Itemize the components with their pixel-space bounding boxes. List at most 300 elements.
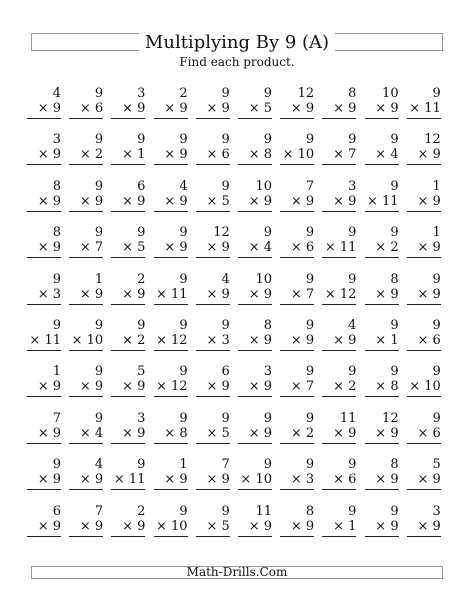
multiplicand: 9 — [390, 132, 399, 148]
multiplier: × 1 — [333, 518, 357, 534]
multiplicand: 7 — [221, 457, 230, 473]
answer-line — [196, 211, 230, 212]
multiplicand: 9 — [94, 178, 104, 194]
problem-item — [196, 225, 230, 265]
answer-line — [154, 350, 188, 351]
multiplicand: 12 — [213, 225, 230, 241]
problem-item — [238, 504, 272, 544]
answer-line — [154, 257, 188, 258]
problem-item — [111, 411, 145, 451]
multiplicand: 5 — [137, 364, 146, 380]
multiplicand: 9 — [348, 132, 357, 148]
multiplier: × 9 — [122, 286, 146, 302]
problem-item — [111, 272, 145, 312]
multiplier: × 1 — [375, 333, 399, 348]
answer-line — [238, 164, 272, 165]
multiplier: × 9 — [206, 472, 230, 488]
problem-item — [196, 86, 230, 126]
problem-item — [407, 504, 441, 544]
multiplicand: 9 — [94, 364, 104, 380]
multiplier: × 12 — [156, 333, 188, 348]
multiplier: × 2 — [333, 379, 357, 395]
multiplier: × 9 — [375, 518, 399, 534]
problem-item — [280, 86, 314, 126]
answer-line — [69, 443, 103, 444]
multiplicand: 9 — [137, 457, 146, 473]
multiplicand: 8 — [52, 178, 61, 194]
answer-line — [280, 118, 314, 119]
answer-line — [365, 489, 399, 490]
answer-line — [111, 396, 145, 397]
answer-line — [238, 304, 272, 305]
multiplicand: 11 — [339, 410, 357, 426]
problem-item — [322, 86, 356, 126]
multiplier: × 5 — [206, 193, 230, 209]
problem-row — [27, 457, 447, 497]
problem-item — [238, 179, 272, 219]
problem-item — [365, 86, 399, 126]
problem-item — [238, 86, 272, 126]
multiplier: × 6 — [333, 472, 357, 488]
multiplicand: 9 — [179, 410, 188, 426]
answer-line — [27, 304, 61, 305]
multiplicand: 12 — [297, 86, 315, 101]
multiplier: × 9 — [164, 193, 188, 209]
multiplier: × 9 — [37, 472, 61, 488]
answer-line — [407, 489, 441, 490]
problem-row — [27, 411, 447, 451]
problem-row — [27, 504, 447, 544]
answer-line — [280, 443, 314, 444]
answer-line — [238, 489, 272, 490]
multiplicand: 9 — [94, 132, 104, 148]
multiplier: × 9 — [79, 286, 104, 302]
answer-line — [154, 396, 188, 397]
multiplier: × 9 — [122, 193, 146, 209]
multiplicand: 4 — [348, 318, 357, 333]
multiplier: × 3 — [37, 286, 61, 302]
multiplicand: 9 — [390, 178, 399, 194]
problem-item — [407, 179, 441, 219]
multiplicand: 9 — [52, 318, 61, 333]
answer-line — [111, 257, 145, 258]
page-subtitle: Find each product. — [179, 55, 295, 69]
problem-item — [238, 272, 272, 312]
multiplicand: 5 — [432, 457, 441, 473]
multiplier: × 9 — [37, 425, 61, 441]
multiplier: × 9 — [79, 193, 104, 209]
problem-item — [322, 318, 356, 358]
problem-item — [27, 318, 61, 358]
problem-item — [322, 132, 356, 172]
answer-line — [407, 396, 441, 397]
problem-item — [238, 364, 272, 404]
answer-line — [111, 443, 145, 444]
problem-item — [69, 411, 103, 451]
multiplicand: 2 — [137, 503, 146, 519]
problem-item — [196, 504, 230, 544]
multiplicand: 9 — [179, 503, 188, 519]
multiplicand: 1 — [52, 364, 61, 380]
multiplier: × 9 — [333, 193, 357, 209]
multiplicand: 6 — [137, 178, 146, 194]
multiplier: × 11 — [409, 101, 441, 116]
multiplier: × 9 — [333, 425, 357, 441]
multiplicand: 9 — [221, 178, 230, 194]
multiplicand: 7 — [94, 503, 104, 519]
answer-line — [111, 164, 145, 165]
multiplicand: 1 — [432, 225, 441, 241]
problem-item — [154, 179, 188, 219]
problem-grid — [27, 86, 447, 546]
multiplier: × 4 — [79, 425, 104, 441]
multiplier: × 9 — [122, 425, 146, 441]
problem-item — [280, 179, 314, 219]
answer-line — [365, 396, 399, 397]
multiplicand: 3 — [348, 178, 357, 194]
answer-line — [322, 489, 356, 490]
multiplicand: 3 — [52, 132, 61, 148]
multiplier: × 6 — [417, 333, 441, 348]
problem-item — [280, 457, 314, 497]
multiplicand: 9 — [348, 364, 357, 380]
answer-line — [27, 443, 61, 444]
answer-line — [322, 211, 356, 212]
problem-item — [111, 364, 145, 404]
multiplier: × 7 — [333, 147, 357, 163]
multiplicand: 4 — [52, 86, 61, 101]
multiplier: × 9 — [248, 333, 272, 348]
multiplicand: 7 — [305, 178, 315, 194]
multiplier: × 9 — [37, 147, 61, 163]
answer-line — [280, 489, 314, 490]
multiplicand: 9 — [390, 225, 399, 241]
answer-line — [365, 304, 399, 305]
multiplicand: 4 — [94, 457, 104, 473]
multiplicand: 9 — [432, 318, 441, 333]
multiplier: × 9 — [37, 240, 61, 256]
problem-item — [196, 179, 230, 219]
multiplier: × 8 — [164, 425, 188, 441]
problem-item — [280, 272, 314, 312]
answer-line — [322, 257, 356, 258]
multiplier: × 3 — [290, 472, 315, 488]
multiplier: × 9 — [248, 286, 272, 302]
answer-line — [196, 536, 230, 537]
problem-item — [407, 132, 441, 172]
multiplier: × 9 — [375, 286, 399, 302]
multiplier: × 2 — [290, 425, 315, 441]
multiplicand: 9 — [179, 271, 188, 287]
multiplier: × 11 — [324, 240, 357, 256]
multiplier: × 9 — [290, 193, 315, 209]
multiplicand: 9 — [305, 410, 315, 426]
multiplier: × 9 — [248, 518, 272, 534]
problem-item — [69, 225, 103, 265]
answer-line — [154, 304, 188, 305]
multiplicand: 3 — [137, 410, 146, 426]
answer-line — [407, 118, 441, 119]
problem-item — [365, 225, 399, 265]
multiplicand: 9 — [305, 457, 315, 473]
problem-item — [154, 457, 188, 497]
problem-item — [238, 411, 272, 451]
problem-item — [407, 318, 441, 358]
problem-item — [27, 457, 61, 497]
multiplicand: 9 — [137, 318, 146, 333]
multiplier: × 9 — [122, 518, 146, 534]
multiplicand: 1 — [432, 178, 441, 194]
multiplier: × 7 — [290, 379, 315, 395]
answer-line — [238, 350, 272, 351]
multiplicand: 9 — [179, 364, 188, 380]
multiplicand: 9 — [263, 86, 272, 101]
problem-item — [111, 132, 145, 172]
multiplicand: 8 — [305, 503, 315, 519]
answer-line — [322, 164, 356, 165]
answer-line — [196, 304, 230, 305]
answer-line — [27, 257, 61, 258]
multiplier: × 2 — [79, 147, 104, 163]
answer-line — [322, 396, 356, 397]
problem-item — [322, 272, 356, 312]
multiplier: × 9 — [206, 240, 230, 256]
multiplier: × 10 — [240, 472, 272, 488]
multiplier: × 10 — [156, 518, 188, 534]
page-title — [0, 32, 474, 54]
multiplier: × 5 — [206, 518, 230, 534]
answer-line — [365, 164, 399, 165]
multiplier: × 9 — [375, 101, 399, 116]
multiplier: × 8 — [375, 379, 399, 395]
multiplier: × 9 — [417, 240, 441, 256]
problem-item — [27, 504, 61, 544]
multiplier: × 9 — [333, 101, 357, 116]
problem-item — [238, 457, 272, 497]
answer-line — [196, 118, 230, 119]
answer-line — [322, 536, 356, 537]
multiplier: × 6 — [417, 425, 441, 441]
multiplicand: 9 — [305, 271, 315, 287]
multiplicand: 9 — [221, 503, 230, 519]
multiplicand: 4 — [221, 271, 230, 287]
multiplier: × 1 — [122, 147, 146, 163]
multiplicand: 9 — [263, 410, 272, 426]
multiplier: × 10 — [71, 333, 104, 348]
problem-item — [365, 457, 399, 497]
problem-item — [407, 411, 441, 451]
multiplier: × 11 — [156, 286, 188, 302]
answer-line — [154, 443, 188, 444]
problem-item — [238, 225, 272, 265]
answer-line — [196, 396, 230, 397]
multiplicand: 9 — [263, 457, 272, 473]
problem-row — [27, 318, 447, 358]
multiplicand: 6 — [52, 503, 61, 519]
multiplicand: 9 — [221, 86, 230, 101]
multiplier: × 3 — [206, 333, 230, 348]
problem-item — [111, 179, 145, 219]
answer-line — [27, 536, 61, 537]
multiplicand: 9 — [221, 410, 230, 426]
problem-item — [69, 272, 103, 312]
answer-line — [111, 118, 145, 119]
problem-item — [111, 318, 145, 358]
problem-item — [196, 364, 230, 404]
answer-line — [407, 350, 441, 351]
problem-item — [27, 364, 61, 404]
multiplicand: 9 — [432, 364, 441, 380]
multiplicand: 3 — [432, 503, 441, 519]
problem-item — [27, 272, 61, 312]
multiplier: × 2 — [122, 333, 146, 348]
answer-line — [69, 396, 103, 397]
answer-line — [196, 164, 230, 165]
answer-line — [154, 164, 188, 165]
problem-item — [111, 457, 145, 497]
problem-row — [27, 132, 447, 172]
multiplier: × 9 — [122, 101, 146, 116]
problem-item — [69, 179, 103, 219]
multiplier: × 9 — [164, 240, 188, 256]
problem-item — [154, 318, 188, 358]
answer-line — [280, 350, 314, 351]
answer-line — [407, 164, 441, 165]
multiplier: × 4 — [248, 240, 272, 256]
multiplier: × 12 — [324, 286, 357, 302]
multiplier: × 2 — [375, 240, 399, 256]
multiplicand: 9 — [432, 86, 441, 101]
problem-item — [365, 411, 399, 451]
problem-item — [322, 225, 356, 265]
answer-line — [27, 396, 61, 397]
problem-item — [280, 364, 314, 404]
problem-item — [196, 132, 230, 172]
problem-row — [27, 364, 447, 404]
answer-line — [27, 211, 61, 212]
problem-item — [322, 411, 356, 451]
multiplicand: 9 — [390, 318, 399, 333]
answer-line — [238, 443, 272, 444]
answer-line — [196, 489, 230, 490]
problem-item — [154, 364, 188, 404]
answer-line — [69, 489, 103, 490]
problem-item — [196, 272, 230, 312]
multiplicand: 9 — [305, 132, 315, 148]
multiplicand: 9 — [137, 225, 146, 241]
multiplier: × 9 — [417, 193, 441, 209]
problem-item — [365, 364, 399, 404]
multiplier: × 9 — [79, 379, 104, 395]
problem-item — [69, 132, 103, 172]
multiplicand: 9 — [305, 364, 315, 380]
answer-line — [407, 443, 441, 444]
multiplicand: 9 — [348, 503, 357, 519]
multiplicand: 2 — [137, 271, 146, 287]
multiplier: × 9 — [164, 147, 188, 163]
problem-item — [280, 411, 314, 451]
answer-line — [407, 257, 441, 258]
answer-line — [111, 304, 145, 305]
multiplicand: 9 — [348, 225, 357, 241]
answer-line — [111, 350, 145, 351]
multiplier: × 10 — [409, 379, 441, 395]
multiplier: × 6 — [290, 240, 315, 256]
problem-item — [365, 272, 399, 312]
answer-line — [365, 443, 399, 444]
answer-line — [154, 489, 188, 490]
answer-line — [27, 350, 61, 351]
multiplier: × 7 — [79, 240, 104, 256]
problem-item — [154, 86, 188, 126]
problem-item — [196, 457, 230, 497]
answer-line — [238, 118, 272, 119]
multiplicand: 9 — [94, 318, 104, 333]
answer-line — [196, 350, 230, 351]
problem-row — [27, 86, 447, 126]
multiplicand: 9 — [137, 132, 146, 148]
answer-line — [322, 304, 356, 305]
answer-line — [280, 257, 314, 258]
multiplier: × 6 — [206, 147, 230, 163]
multiplicand: 9 — [94, 86, 104, 101]
problem-item — [322, 364, 356, 404]
problem-item — [154, 272, 188, 312]
problem-item — [154, 225, 188, 265]
problem-item — [322, 504, 356, 544]
multiplicand: 9 — [52, 457, 61, 473]
problem-item — [111, 225, 145, 265]
multiplicand: 6 — [221, 364, 230, 380]
answer-line — [69, 211, 103, 212]
multiplier: × 9 — [375, 425, 399, 441]
multiplier: × 8 — [248, 147, 272, 163]
problem-item — [407, 86, 441, 126]
problem-item — [27, 225, 61, 265]
answer-line — [280, 164, 314, 165]
answer-line — [365, 211, 399, 212]
answer-line — [111, 211, 145, 212]
multiplier: × 9 — [290, 101, 315, 116]
multiplicand: 8 — [52, 225, 61, 241]
multiplicand: 12 — [424, 132, 441, 148]
multiplicand: 8 — [390, 457, 399, 473]
problem-item — [407, 457, 441, 497]
problem-item — [238, 318, 272, 358]
multiplier: × 9 — [333, 333, 357, 348]
multiplicand: 9 — [221, 318, 230, 333]
answer-line — [238, 396, 272, 397]
multiplicand: 9 — [263, 225, 272, 241]
multiplicand: 9 — [52, 271, 61, 287]
answer-line — [365, 257, 399, 258]
multiplicand: 8 — [390, 271, 399, 287]
multiplier: × 9 — [375, 472, 399, 488]
multiplicand: 9 — [221, 132, 230, 148]
multiplier: × 9 — [37, 193, 61, 209]
multiplicand: 9 — [179, 225, 188, 241]
multiplier: × 9 — [248, 425, 272, 441]
answer-line — [69, 118, 103, 119]
answer-line — [154, 211, 188, 212]
answer-line — [69, 350, 103, 351]
answer-line — [111, 489, 145, 490]
multiplicand: 8 — [348, 86, 357, 101]
multiplier: × 9 — [290, 518, 315, 534]
multiplicand: 3 — [137, 86, 146, 101]
multiplier: × 11 — [29, 333, 61, 348]
multiplicand: 9 — [432, 271, 441, 287]
